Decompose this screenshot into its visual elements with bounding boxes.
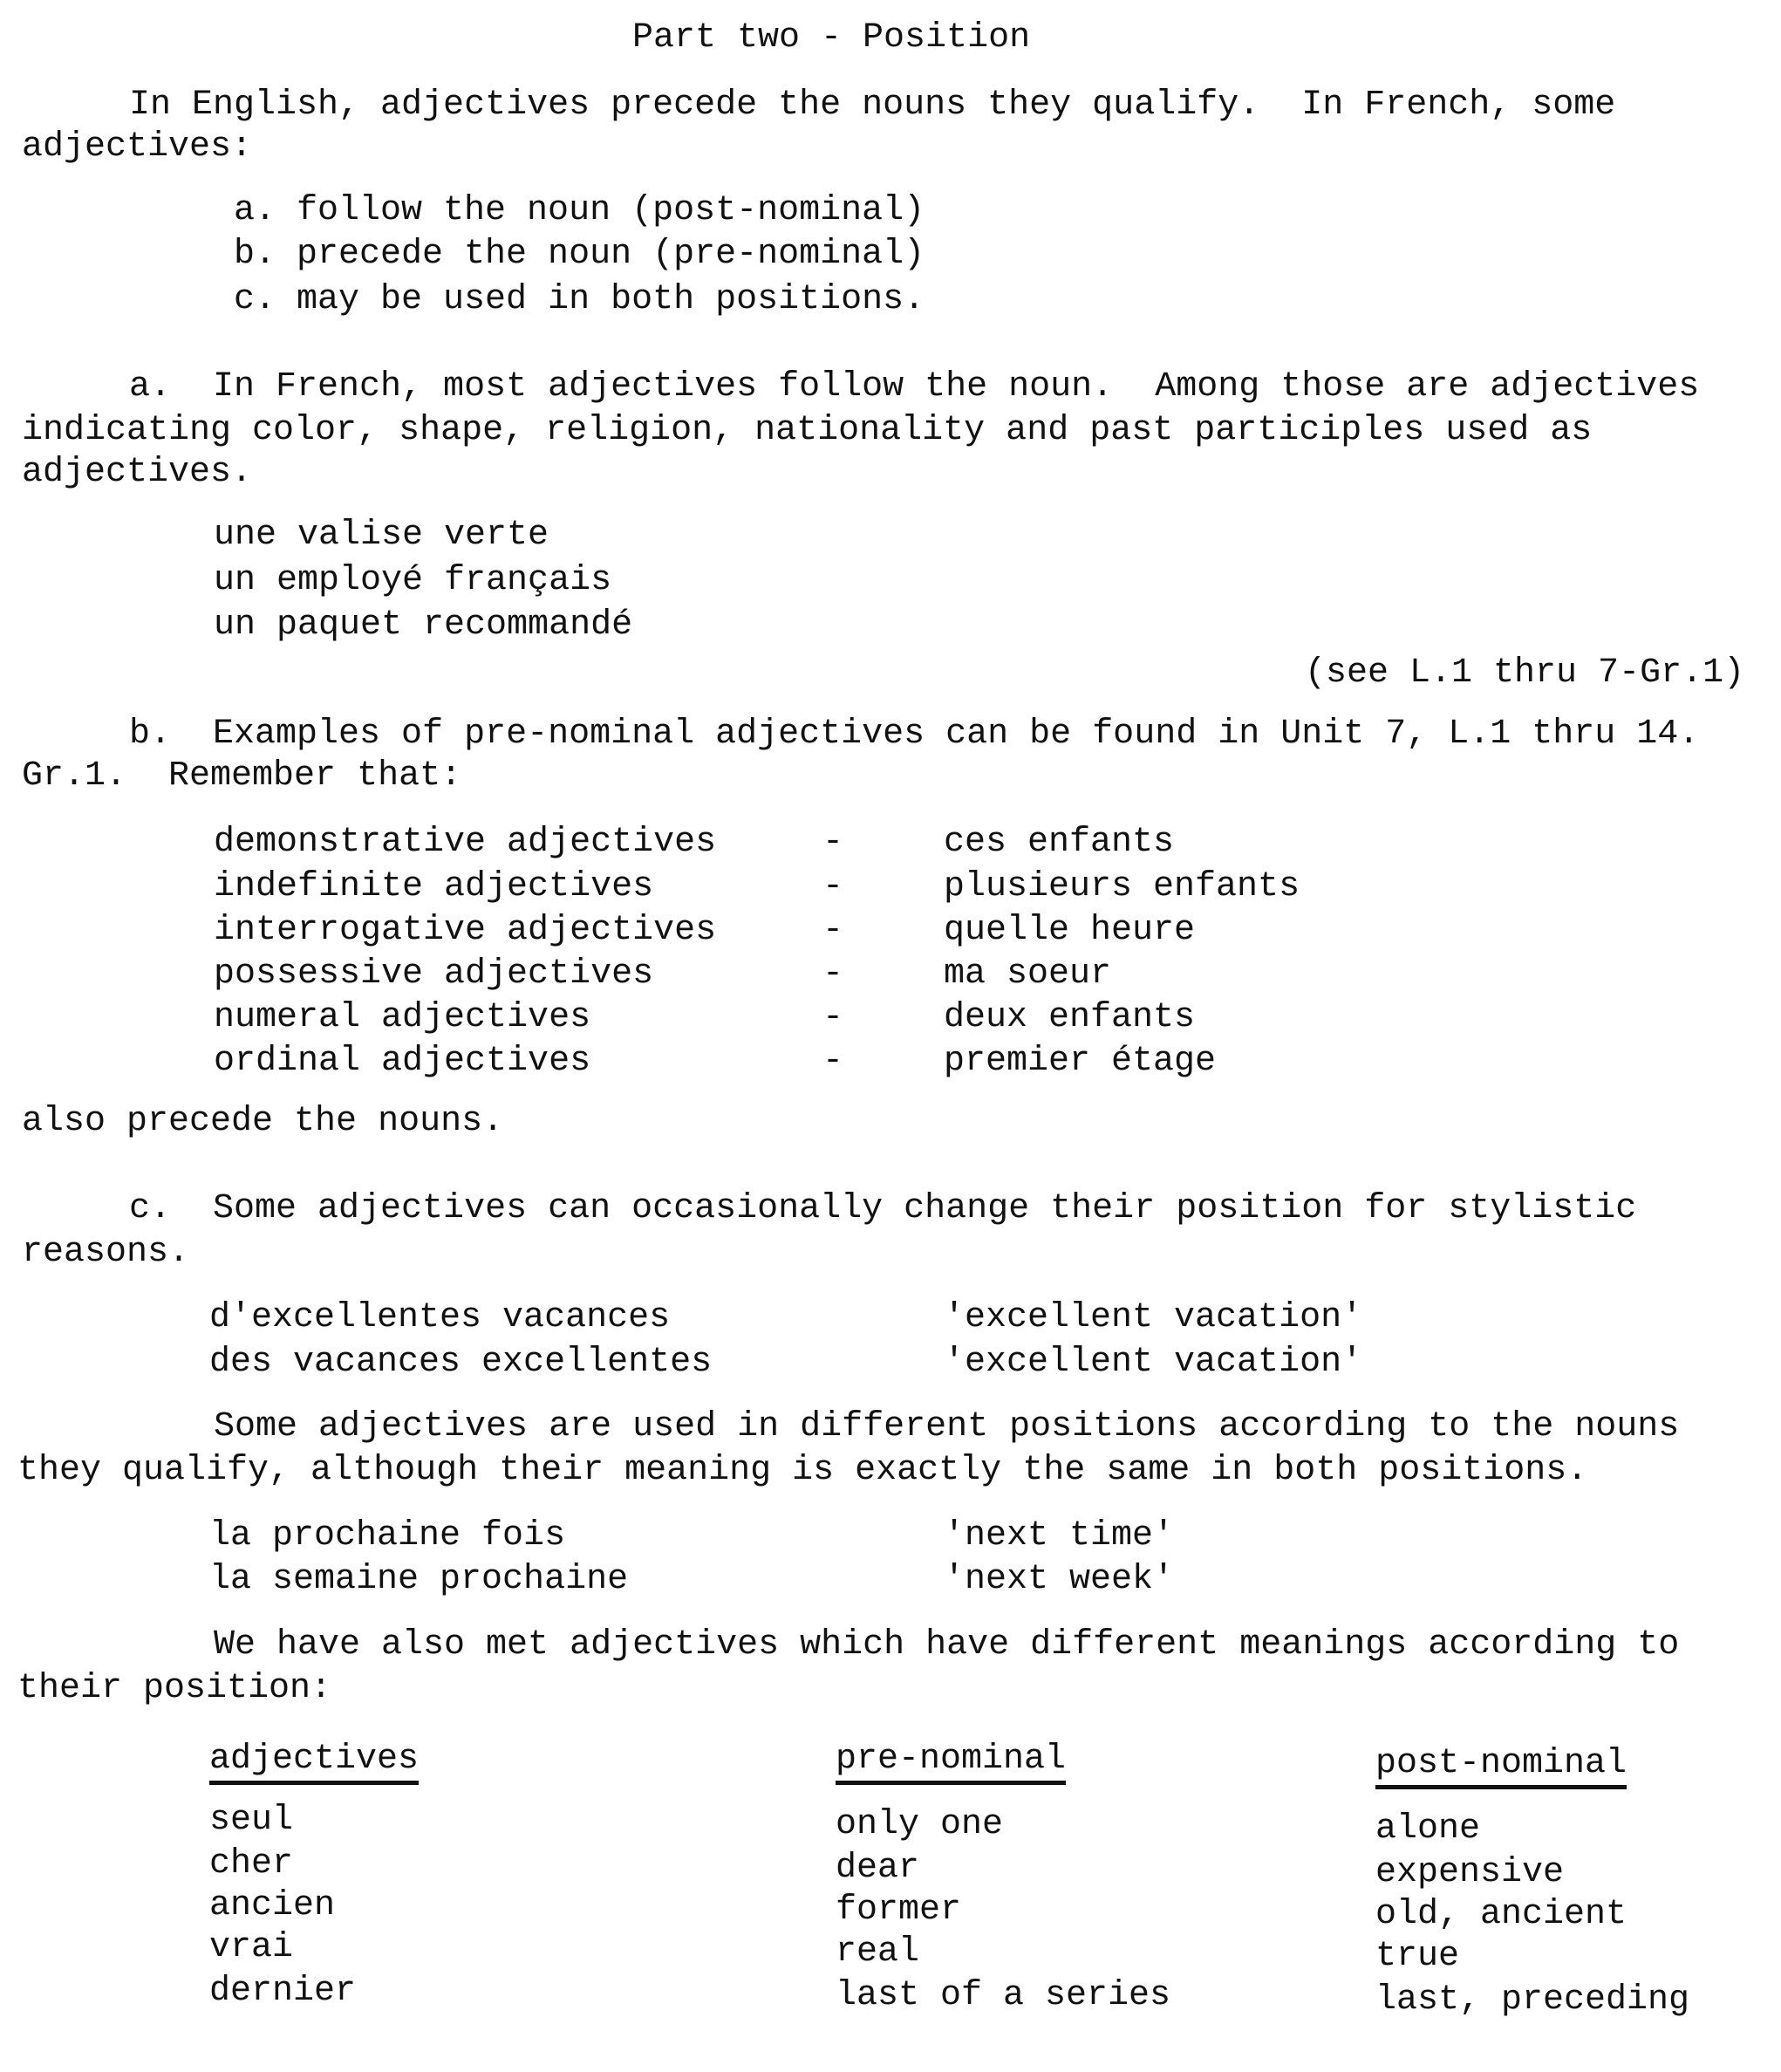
section-c-para2-line-1: Some adjectives are used in different positions according to the nouns [214,1407,1680,1446]
table-cell-adjective: seul [209,1801,294,1840]
same-meaning-english: 'next time' [944,1516,1175,1556]
intro-line-2: adjectives: [22,127,253,167]
position-item-b: b. precede the noun (pre-nominal) [234,235,925,274]
table-cell-post-nominal: true [1375,1937,1460,1976]
section-a-line-1: a. In French, most adjectives follow the noun. Among those are adjectives [129,367,1700,407]
same-meaning-french: la semaine prochaine [209,1560,629,1599]
adjective-type: indefinite adjectives [214,867,654,906]
dash: - [822,911,844,950]
stylistic-example-english: 'excellent vacation' [944,1343,1363,1382]
section-c-line-2: reasons. [22,1233,190,1272]
table-cell-post-nominal: alone [1375,1809,1481,1849]
adjective-example: ma soeur [944,954,1112,994]
dash: - [822,823,844,862]
table-cell-pre-nominal: last of a series [836,1976,1171,2015]
adjective-example: plusieurs enfants [944,867,1300,906]
table-cell-post-nominal: old, ancient [1375,1895,1627,1934]
table-header-label: post-nominal [1375,1744,1627,1789]
example-item: une valise verte [214,516,549,555]
example-item: un paquet recommandé [214,605,633,645]
example-item: un employé français [214,561,612,600]
table-cell-adjective: ancien [209,1886,336,1925]
table-cell-post-nominal: expensive [1375,1853,1565,1892]
section-b-line-2: Gr.1. Remember that: [22,756,462,796]
section-c-para3-line-2: their position: [17,1669,332,1708]
table-cell-adjective: dernier [209,1972,357,2011]
adjective-example: quelle heure [944,911,1196,950]
reference-note: (see L.1 thru 7-Gr.1) [1305,653,1745,693]
adjective-example: deux enfants [944,998,1196,1037]
table-cell-pre-nominal: former [836,1891,962,1930]
dash: - [822,1042,844,1081]
table-cell-pre-nominal: only one [836,1805,1004,1844]
table-header-adjectives [209,1739,419,1781]
stylistic-example-french: d'excellentes vacances [209,1298,671,1337]
table-cell-pre-nominal: real [836,1932,920,1972]
table-cell-post-nominal: last, preceding [1375,1980,1690,2020]
table-cell-adjective: vrai [209,1928,294,1967]
section-c-line-1: c. Some adjectives can occasionally change their position for stylistic [129,1189,1637,1228]
intro-line-1: In English, adjectives precede the nouns they qualify. In French, some [129,85,1616,125]
section-b-closing: also precede the nouns. [22,1102,504,1141]
adjective-type: interrogative adjectives [214,911,717,950]
section-c-para3-line-1: We have also met adjectives which have different meanings according to [214,1625,1680,1665]
adjective-example: ces enfants [944,823,1175,862]
table-cell-adjective: cher [209,1844,294,1884]
adjective-type: demonstrative adjectives [214,823,717,862]
adjective-type: numeral adjectives [214,998,591,1037]
same-meaning-english: 'next week' [944,1560,1175,1599]
page-title: Part two - Position [632,18,1031,58]
position-item-c: c. may be used in both positions. [234,280,925,319]
table-cell-pre-nominal: dear [836,1849,920,1888]
dash: - [822,954,844,994]
stylistic-example-french: des vacances excellentes [209,1343,713,1382]
same-meaning-french: la prochaine fois [209,1516,566,1556]
table-header-label: adjectives [209,1740,419,1785]
stylistic-example-english: 'excellent vacation' [944,1298,1363,1337]
dash: - [822,867,844,906]
table-header-post-nominal [1375,1743,1627,1785]
position-item-a: a. follow the noun (post-nominal) [234,191,925,230]
section-a-line-3: adjectives. [22,453,253,492]
table-header-label: pre-nominal [836,1740,1066,1785]
table-header-pre-nominal [836,1739,1066,1781]
adjective-example: premier étage [944,1042,1217,1081]
dash: - [822,998,844,1037]
section-a-line-2: indicating color, shape, religion, nationality and past participles used as [22,411,1593,450]
adjective-type: ordinal adjectives [214,1042,591,1081]
section-c-para2-line-2: they qualify, although their meaning is exactly the same in both positions. [17,1451,1588,1490]
section-b-line-1: b. Examples of pre-nominal adjectives can be found in Unit 7, L.1 thru 14. [129,715,1700,754]
adjective-type: possessive adjectives [214,954,654,994]
